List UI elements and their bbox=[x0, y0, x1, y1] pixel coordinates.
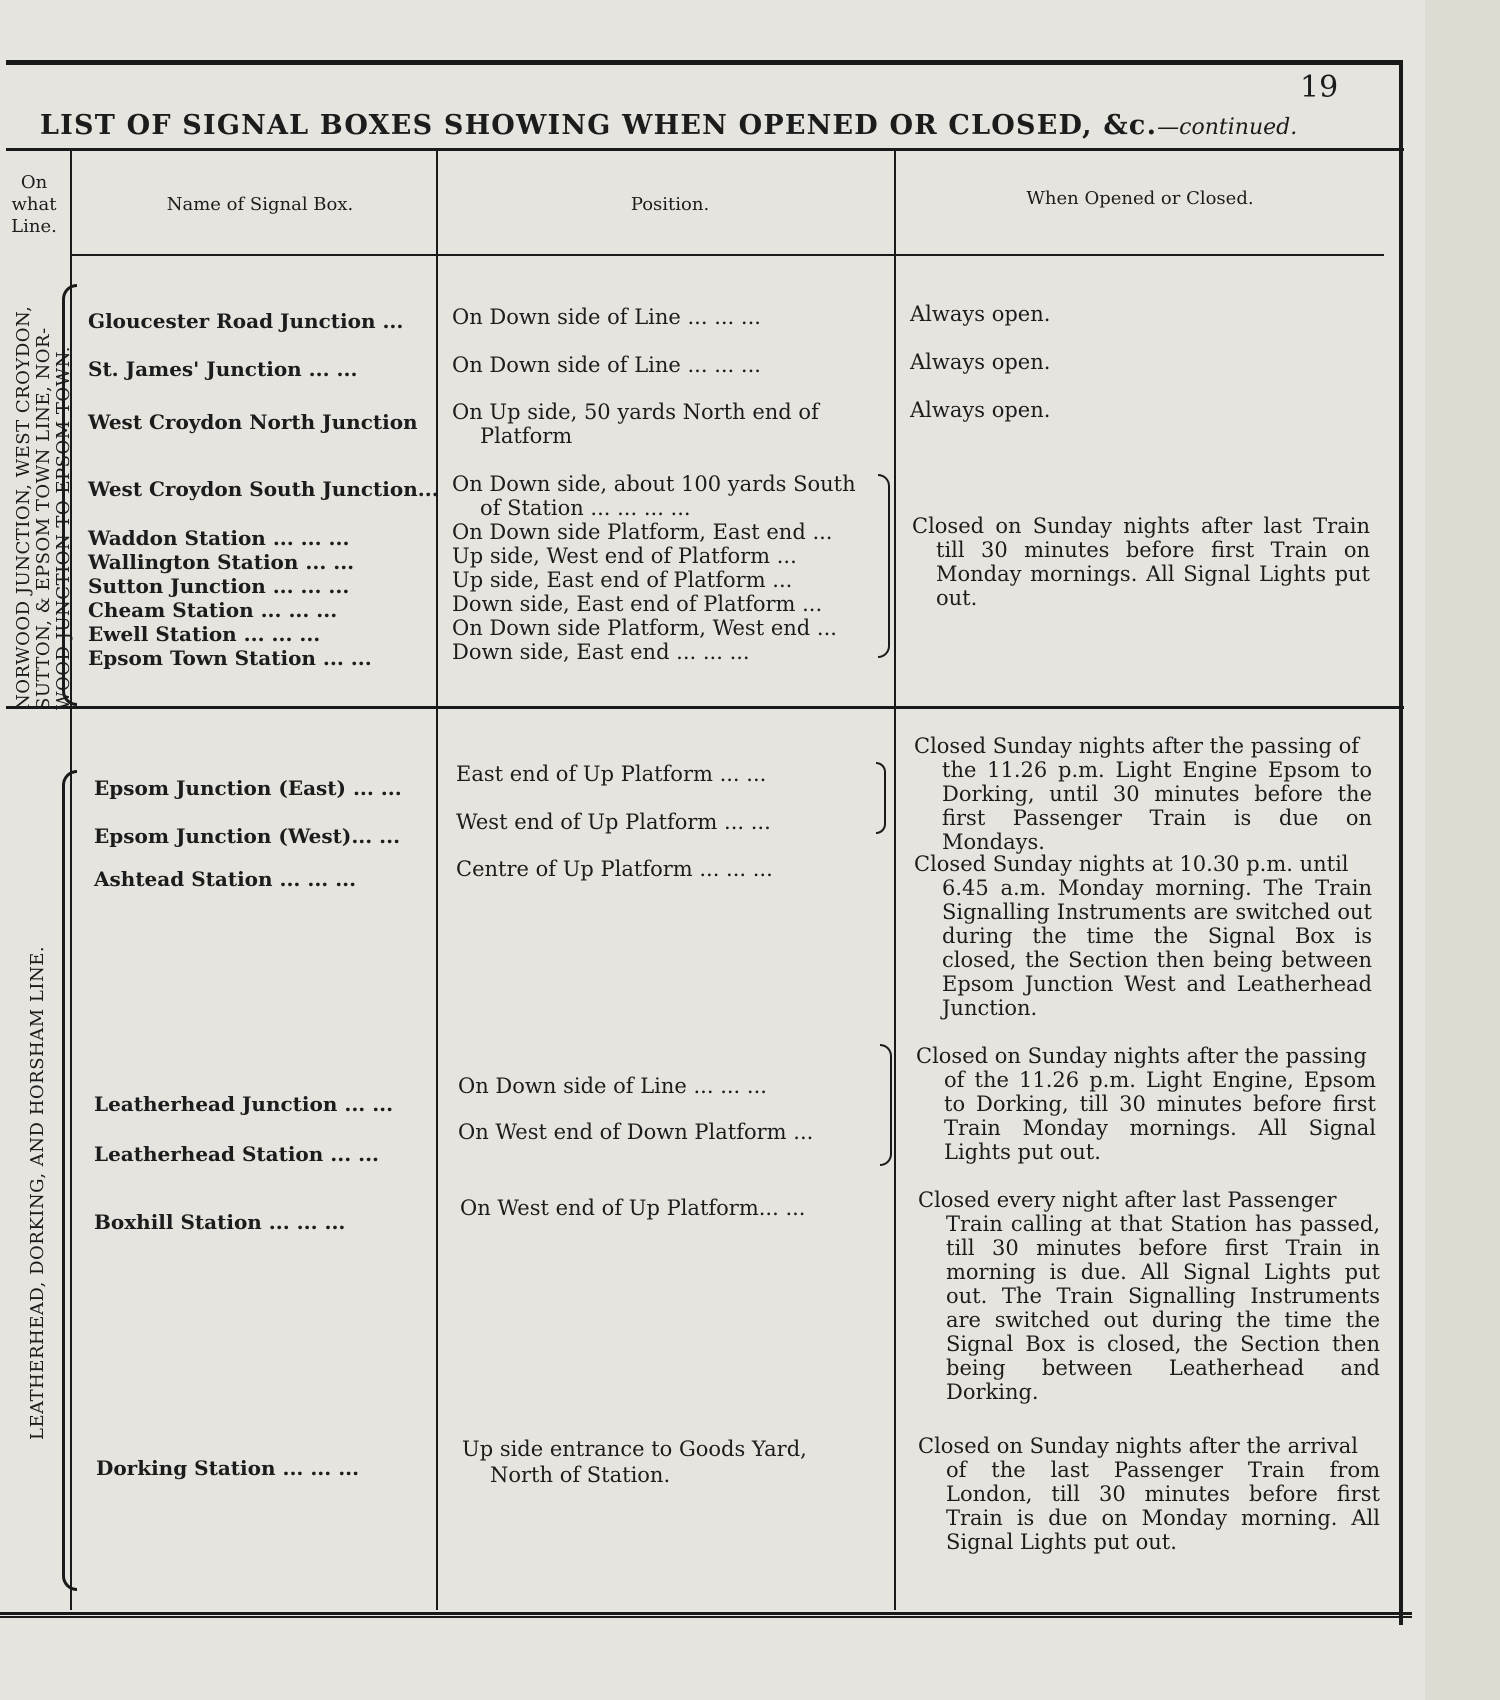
box-name: Waddon Station ... ... ... bbox=[88, 526, 350, 550]
box-name: Boxhill Station ... ... ... bbox=[94, 1210, 346, 1234]
header-top-rule bbox=[6, 148, 1404, 151]
section-2-line-label bbox=[28, 946, 48, 1440]
position-brace bbox=[878, 474, 890, 658]
box-position: Down side, East end of Platform ... bbox=[452, 592, 823, 616]
box-position: Up side entrance to Goods Yard, bbox=[462, 1437, 807, 1461]
box-position: On Up side, 50 yards North end of bbox=[452, 400, 819, 424]
box-name: Wallington Station ... ... bbox=[88, 550, 355, 574]
box-when: Always open. bbox=[910, 302, 1051, 326]
box-position: On Down side of Line ... ... ... bbox=[452, 305, 761, 329]
page-number: 19 bbox=[1300, 70, 1339, 105]
section-2-brace bbox=[62, 770, 77, 1591]
box-name: Cheam Station ... ... ... bbox=[88, 598, 338, 622]
box-position-cont: of Station ... ... ... ... bbox=[480, 496, 691, 520]
box-name: West Croydon North Junction bbox=[88, 410, 418, 434]
box-name: Dorking Station ... ... ... bbox=[96, 1456, 360, 1480]
box-position: On Down side Platform, East end ... bbox=[452, 520, 833, 544]
note-first-line: Closed Sunday nights after the passing of bbox=[914, 734, 1360, 758]
position-brace bbox=[880, 1044, 892, 1166]
note-first-line: Closed on Sunday nights after the passing bbox=[916, 1044, 1367, 1068]
title-text: LIST OF SIGNAL BOXES SHOWING WHEN OPENED OR CLOSED, &c. bbox=[40, 110, 1158, 141]
header-name: Name of Signal Box. bbox=[166, 194, 354, 215]
box-position: Centre of Up Platform ... ... ... bbox=[456, 857, 773, 881]
box-position: Down side, East end ... ... ... bbox=[452, 640, 750, 664]
box-when bbox=[916, 1044, 1376, 1164]
box-name: Epsom Town Station ... ... bbox=[88, 646, 372, 670]
box-name: Ewell Station ... ... ... bbox=[88, 622, 321, 646]
note-rest: of the last Passenger Train from London, till 30 minutes before first Train is due on Monday morning. All Signal Lights put out. bbox=[946, 1458, 1380, 1554]
box-name: Leatherhead Junction ... ... bbox=[94, 1092, 394, 1116]
section-divider bbox=[6, 706, 1404, 709]
page-title bbox=[40, 110, 1380, 141]
section-1-brace bbox=[62, 284, 77, 706]
section-1-line-text-2: SUTTON, & EPSOM TOWN LINE, NOR- bbox=[33, 327, 54, 710]
header-line: On what Line. bbox=[11, 172, 57, 237]
box-when: Always open. bbox=[910, 350, 1051, 374]
box-name: Ashtead Station ... ... ... bbox=[94, 867, 357, 891]
box-position: On Down side of Line ... ... ... bbox=[458, 1074, 767, 1098]
note-first-line: Closed every night after last Passenger bbox=[918, 1188, 1337, 1212]
header-bottom-rule bbox=[72, 254, 1384, 256]
note-first-line: Closed Sunday nights at 10.30 p.m. until bbox=[914, 852, 1349, 876]
col-rule-2 bbox=[436, 150, 438, 1610]
box-name: Leatherhead Station ... ... bbox=[94, 1142, 380, 1166]
box-when bbox=[914, 852, 1372, 1020]
box-when bbox=[918, 1434, 1380, 1554]
box-position: On West end of Down Platform ... bbox=[458, 1120, 814, 1144]
box-when bbox=[914, 734, 1372, 854]
box-position-cont: North of Station. bbox=[490, 1463, 671, 1487]
col-rule-3 bbox=[894, 150, 896, 1610]
title-continued: —continued. bbox=[1157, 115, 1298, 140]
box-position: West end of Up Platform ... ... bbox=[456, 810, 771, 834]
header-position: Position. bbox=[630, 194, 710, 215]
box-name: West Croydon South Junction... bbox=[88, 477, 439, 501]
section-1-group-note: Closed on Sunday nights after last Train till 30 minutes before first Train on Monday mornings. All Signal Lights put out. bbox=[912, 514, 1370, 610]
note-rest: of the 11.26 p.m. Light Engine, Epsom to Dorking, till 30 minutes before first Train Monday mornings. All Signal Lights put out. bbox=[944, 1068, 1376, 1164]
note-rest: 6.45 a.m. Monday morning. The Train Signalling Instruments are switched out during the time the Signal Box is closed, the Section then being between Epsom Junction West and Leatherhead Junction. bbox=[942, 876, 1372, 1020]
table-bottom-rule bbox=[0, 1612, 1412, 1618]
box-name: Epsom Junction (East) ... ... bbox=[94, 776, 402, 800]
header-when: When Opened or Closed. bbox=[1026, 188, 1254, 209]
box-when: Always open. bbox=[910, 398, 1051, 422]
page-edge bbox=[1425, 0, 1500, 1700]
position-brace bbox=[876, 762, 886, 834]
section-1-line-text-3: WOOD JUNCTION TO EPSOM TOWN. bbox=[53, 346, 74, 710]
section-1-line-text-1: NORWOOD JUNCTION, WEST CROYDON, bbox=[13, 305, 34, 710]
box-position: On Down side Platform, West end ... bbox=[452, 616, 837, 640]
box-position: Up side, West end of Platform ... bbox=[452, 544, 797, 568]
box-name: Gloucester Road Junction ... bbox=[88, 309, 404, 333]
box-position: On West end of Up Platform... ... bbox=[460, 1196, 806, 1220]
note-rest: the 11.26 p.m. Light Engine Epsom to Dorking, until 30 minutes before the first Passenger Train is due on Mondays. bbox=[942, 758, 1372, 854]
box-position: On Down side of Line ... ... ... bbox=[452, 353, 761, 377]
box-position-cont: Platform bbox=[480, 424, 573, 448]
box-name: St. James' Junction ... ... bbox=[88, 357, 358, 381]
note-rest: Train calling at that Station has passed, till 30 minutes before first Train in morning is due. All Signal Lights put out. The Train Signalling Instruments are switched out during the time the Signal Box is closed, the Section then being between Leatherhead and Dorking. bbox=[946, 1212, 1380, 1404]
section-2-line-text: LEATHERHEAD, DORKING, AND HORSHAM LINE. bbox=[27, 945, 48, 1440]
box-position: Up side, East end of Platform ... bbox=[452, 568, 793, 592]
box-when bbox=[918, 1188, 1380, 1404]
box-position: East end of Up Platform ... ... bbox=[456, 762, 767, 786]
note-first-line: Closed on Sunday nights after the arrival bbox=[918, 1434, 1358, 1458]
box-position: On Down side, about 100 yards South bbox=[452, 472, 856, 496]
box-name: Sutton Junction ... ... ... bbox=[88, 574, 350, 598]
box-name: Epsom Junction (West)... ... bbox=[94, 824, 401, 848]
